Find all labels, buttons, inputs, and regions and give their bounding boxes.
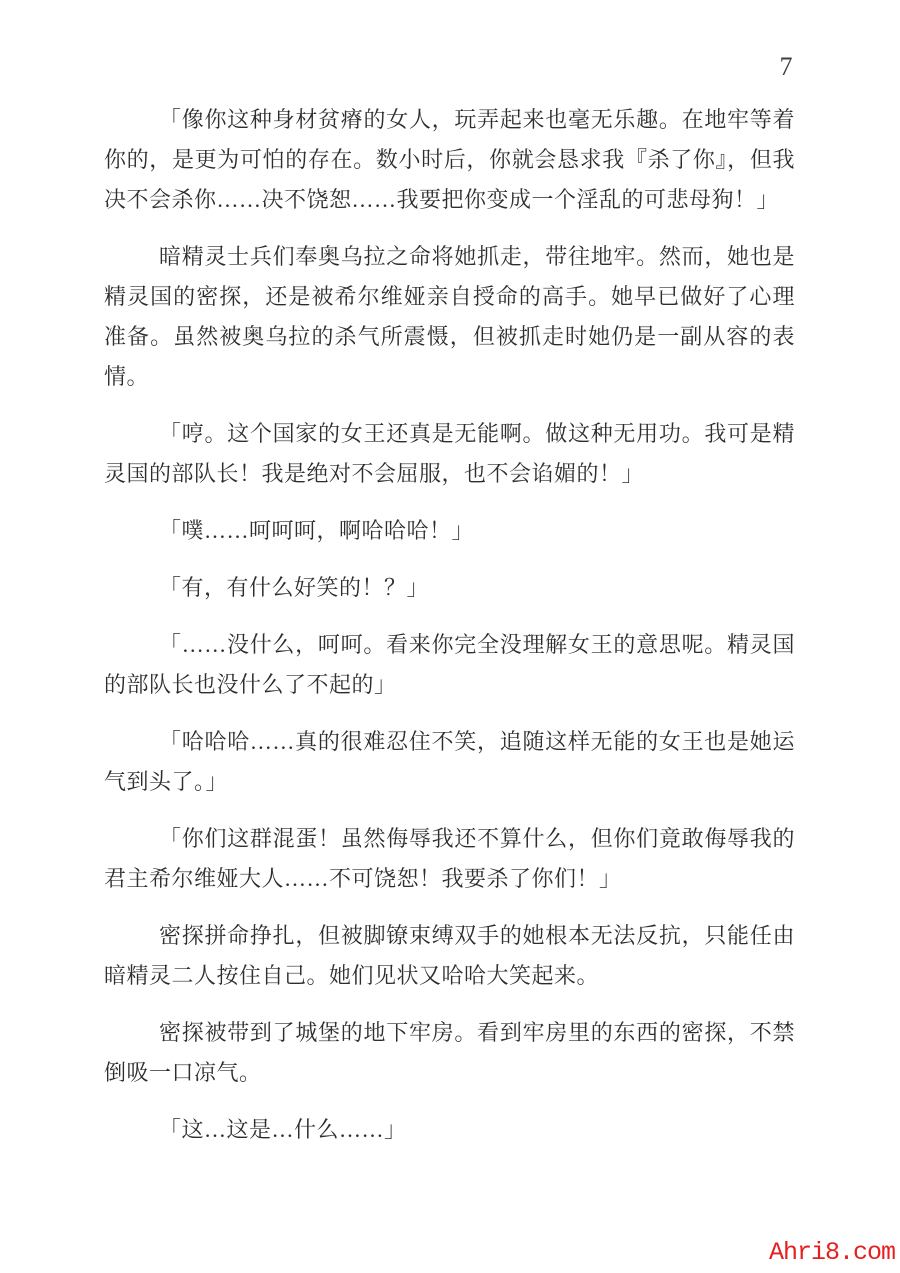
paragraph: 密探拼命挣扎，但被脚镣束缚双手的她根本无法反抗，只能任由暗精灵二人按住自己。她们见状又哈哈大笑起来。 <box>104 923 795 988</box>
paragraph: 「有，有什么好笑的！？」 <box>159 575 430 600</box>
paragraph: 密探被带到了城堡的地下牢房。看到牢房里的东西的密探，不禁倒吸一口凉气。 <box>104 1020 795 1085</box>
paragraph: 「你们这群混蛋！虽然侮辱我还不算什么，但你们竟敢侮辱我的君主希尔维娅大人……不可饶恕！我要杀了你们！」 <box>104 826 795 891</box>
page-number: 7 <box>779 52 793 81</box>
page-content <box>104 100 795 1167</box>
paragraph: 「哈哈哈……真的很难忍住不笑，追随这样无能的女王也是她运气到头了。」 <box>104 729 795 794</box>
watermark-link[interactable]: Ahri8.com <box>768 1238 895 1267</box>
paragraph: 「……没什么，呵呵。看来你完全没理解女王的意思呢。精灵国的部队长也没什么了不起的」 <box>104 632 795 697</box>
paragraph: 「哼。这个国家的女王还真是无能啊。做这种无用功。我可是精灵国的部队长！我是绝对不会屈服，也不会谄媚的！」 <box>104 421 795 486</box>
paragraph: 「这…这是…什么……」 <box>159 1117 407 1142</box>
paragraph: 「像你这种身材贫瘠的女人，玩弄起来也毫无乐趣。在地牢等着你的，是更为可怕的存在。数小时后，你就会恳求我『杀了你』，但我决不会杀你……决不饶恕……我要把你变成一个淫乱的可悲母狗！」 <box>104 107 795 212</box>
paragraph: 「噗……呵呵呵，啊哈哈哈！」 <box>159 518 475 543</box>
paragraph: 暗精灵士兵们奉奥乌拉之命将她抓走，带往地牢。然而，她也是精灵国的密探，还是被希尔维娅亲自授命的高手。她早已做好了心理准备。虽然被奥乌拉的杀气所震慑，但被抓走时她仍是一副从容的表情。 <box>104 244 795 389</box>
